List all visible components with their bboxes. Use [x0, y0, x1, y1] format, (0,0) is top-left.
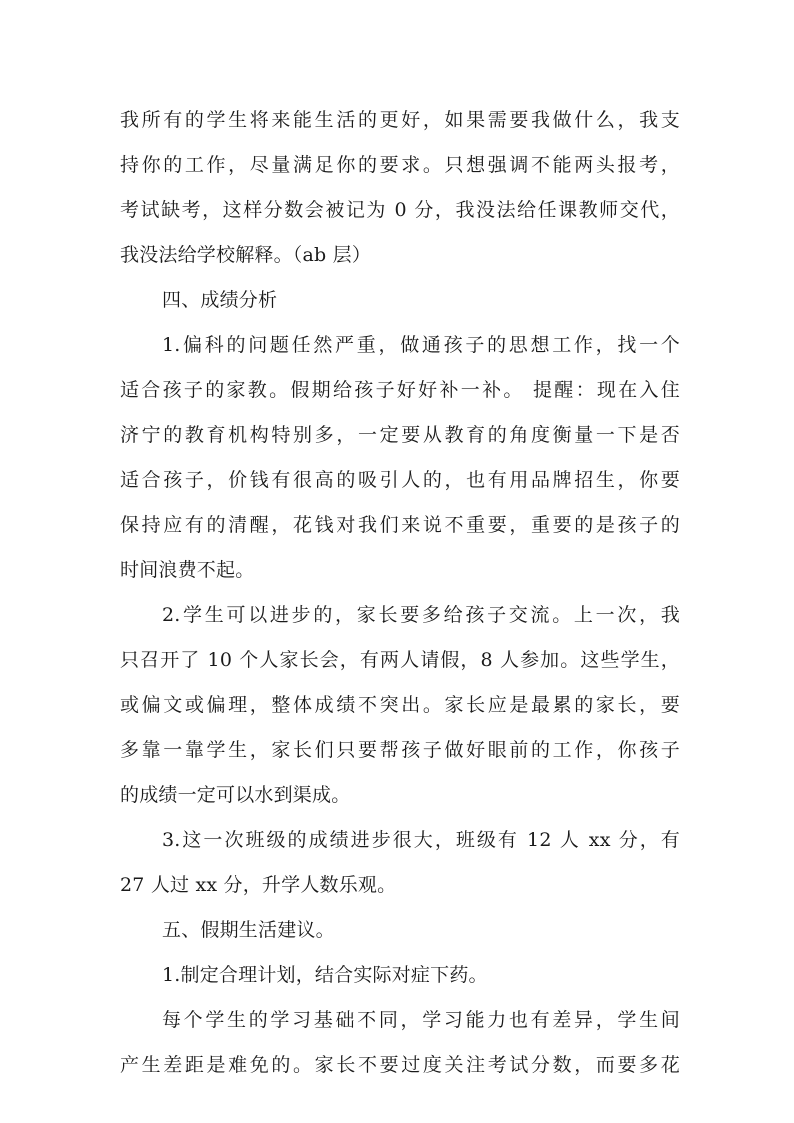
- text-line-15: 多靠一靠学生，家长们只要帮孩子做好眼前的工作，你孩子: [120, 739, 680, 761]
- text-line-18: 27 人过 xx 分，升学人数乐观。: [120, 874, 397, 896]
- text-line-8: 济宁的教育机构特别多，一定要从教育的角度衡量一下是否: [120, 424, 680, 446]
- text-line-13: 只召开了 10 个人家长会，有两人请假，8 人参加。这些学生，: [120, 649, 680, 671]
- text-line-2: 持你的工作，尽量满足你的要求。只想强调不能两头报考，: [120, 154, 680, 176]
- section-heading-5: 五、假期生活建议。: [162, 919, 335, 941]
- text-line-12: 2.学生可以进步的，家长要多给孩子交流。上一次，我: [162, 604, 680, 626]
- text-line-22: 产生差距是难免的。家长不要过度关注考试分数，而要多花: [120, 1054, 680, 1076]
- text-line-14: 或偏文或偏理，整体成绩不突出。家长应是最累的家长，要: [120, 694, 680, 716]
- text-line-1: 我所有的学生将来能生活的更好，如果需要我做什么，我支: [120, 109, 680, 131]
- text-line-3: 考试缺考，这样分数会被记为 0 分，我没法给任课教师交代，: [120, 199, 680, 221]
- text-line-4: 我没法给学校解释。（ab 层）: [120, 244, 372, 266]
- text-line-17: 3.这一次班级的成绩进步很大，班级有 12 人 xx 分，有: [162, 829, 680, 851]
- text-line-9: 适合孩子，价钱有很高的吸引人的，也有用品牌招生，你要: [120, 469, 680, 491]
- text-line-7: 适合孩子的家教。假期给孩子好好补一补。 提醒：现在入住: [120, 379, 680, 401]
- text-line-6: 1.偏科的问题任然严重，做通孩子的思想工作，找一个: [162, 334, 680, 356]
- text-line-11: 时间浪费不起。: [120, 559, 255, 581]
- text-line-20: 1.制定合理计划，结合实际对症下药。: [162, 964, 488, 986]
- text-line-21: 每个学生的学习基础不同，学习能力也有差异，学生间: [162, 1009, 680, 1031]
- text-line-16: 的成绩一定可以水到渠成。: [120, 784, 351, 806]
- text-line-10: 保持应有的清醒，花钱对我们来说不重要，重要的是孩子的: [120, 514, 680, 536]
- section-heading-4: 四、成绩分析: [162, 289, 278, 311]
